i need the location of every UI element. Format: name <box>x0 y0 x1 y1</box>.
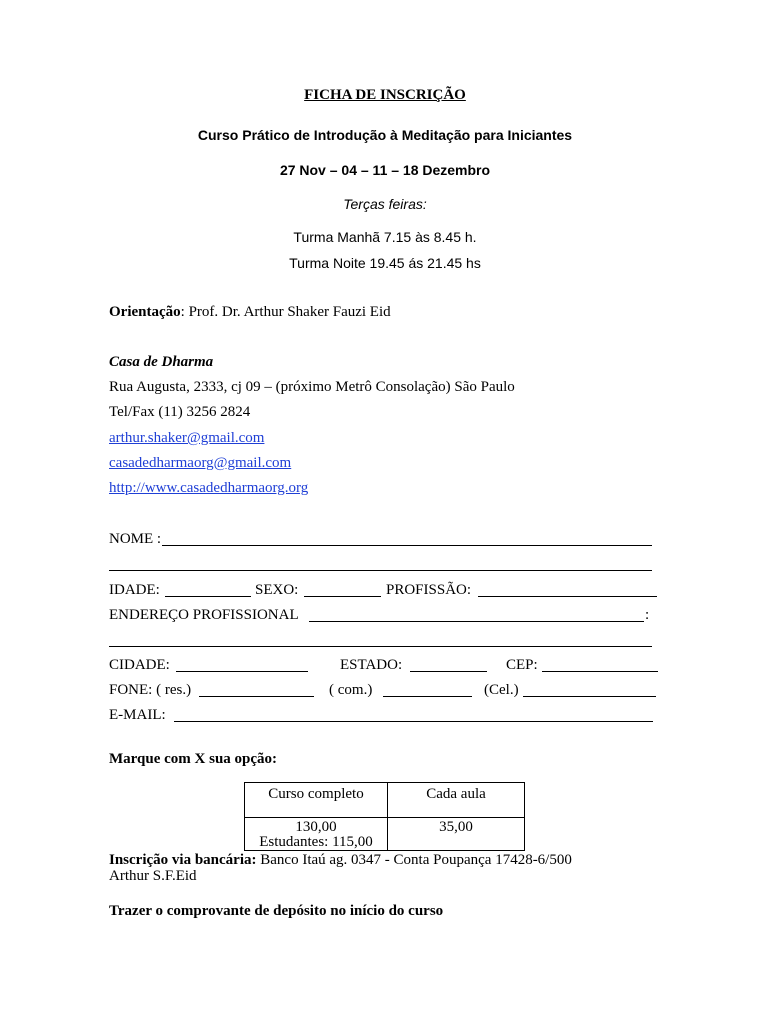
age-label: IDADE: <box>109 582 160 598</box>
email-field[interactable] <box>174 721 653 722</box>
city-field[interactable] <box>176 671 308 672</box>
payment-details: Banco Itaú ag. 0347 - Conta Poupança 17428-6/500 <box>256 852 572 868</box>
form-title: FICHA DE INSCRIÇÃO <box>304 87 466 103</box>
name-field[interactable] <box>162 545 652 546</box>
single-class-price: 35,00 <box>439 819 473 835</box>
work-address-colon: : <box>645 607 650 623</box>
deposit-note: Trazer o comprovante de depósito no início do curso <box>109 903 444 919</box>
work-address-field-continuation[interactable] <box>109 646 652 647</box>
state-field[interactable] <box>410 671 487 672</box>
profession-field[interactable] <box>478 596 657 597</box>
phone-com-label: ( com.) <box>329 682 373 698</box>
course-weekday: Terças feiras: <box>343 196 427 212</box>
phone-cel-label: (Cel.) <box>484 682 519 698</box>
morning-class: Turma Manhã 7.15 às 8.45 h. <box>293 229 477 245</box>
option-full-course[interactable]: Curso completo <box>268 786 364 802</box>
course-title: Curso Prático de Introdução à Meditação para Iniciantes <box>197 127 573 143</box>
website-link[interactable]: http://www.casadedharmaorg.org <box>109 480 309 496</box>
course-dates: 27 Nov – 04 – 11 – 18 Dezembro <box>279 162 491 178</box>
zip-field[interactable] <box>542 671 658 672</box>
option-single-class[interactable]: Cada aula <box>426 786 486 802</box>
full-course-student-price: Estudantes: 115,00 <box>259 834 373 850</box>
phone-com-field[interactable] <box>383 696 472 697</box>
state-label: ESTADO: <box>340 657 403 673</box>
email-label: E-MAIL: <box>109 707 166 723</box>
city-label: CIDADE: <box>109 657 170 673</box>
email-link-casa[interactable]: casadedharmaorg@gmail.com <box>109 455 292 471</box>
price-table <box>244 782 525 851</box>
evening-class: Turma Noite 19.45 ás 21.45 hs <box>289 255 481 271</box>
sex-field[interactable] <box>304 596 381 597</box>
guidance-label: Orientação <box>109 304 181 320</box>
name-field-continuation[interactable] <box>109 570 652 571</box>
guidance-value: : Prof. Dr. Arthur Shaker Fauzi Eid <box>180 304 391 320</box>
account-holder: Arthur S.F.Eid <box>109 868 197 884</box>
phone-cel-field[interactable] <box>523 696 656 697</box>
payment-label: Inscrição via bancária: <box>109 852 257 868</box>
email-link-arthur[interactable]: arthur.shaker@gmail.com <box>109 430 265 446</box>
full-course-price: 130,00 <box>295 819 337 835</box>
work-address-field[interactable] <box>309 621 644 622</box>
age-field[interactable] <box>165 596 251 597</box>
options-heading: Marque com X sua opção: <box>109 751 278 767</box>
sex-label: SEXO: <box>255 582 299 598</box>
place-name: Casa de Dharma <box>109 354 214 370</box>
work-address-label: ENDEREÇO PROFISSIONAL <box>109 607 299 623</box>
profession-label: PROFISSÃO: <box>386 582 472 598</box>
payment-line <box>109 852 572 869</box>
place-address: Rua Augusta, 2333, cj 09 – (próximo Metrô Consolação) São Paulo <box>109 379 515 395</box>
guidance-line <box>109 304 391 321</box>
phone-res-field[interactable] <box>199 696 314 697</box>
table-row-divider <box>245 817 524 818</box>
zip-label: CEP: <box>506 657 538 673</box>
place-phone: Tel/Fax (11) 3256 2824 <box>109 404 251 420</box>
name-label: NOME : <box>109 531 162 547</box>
phone-res-label: FONE: ( res.) <box>109 682 192 698</box>
